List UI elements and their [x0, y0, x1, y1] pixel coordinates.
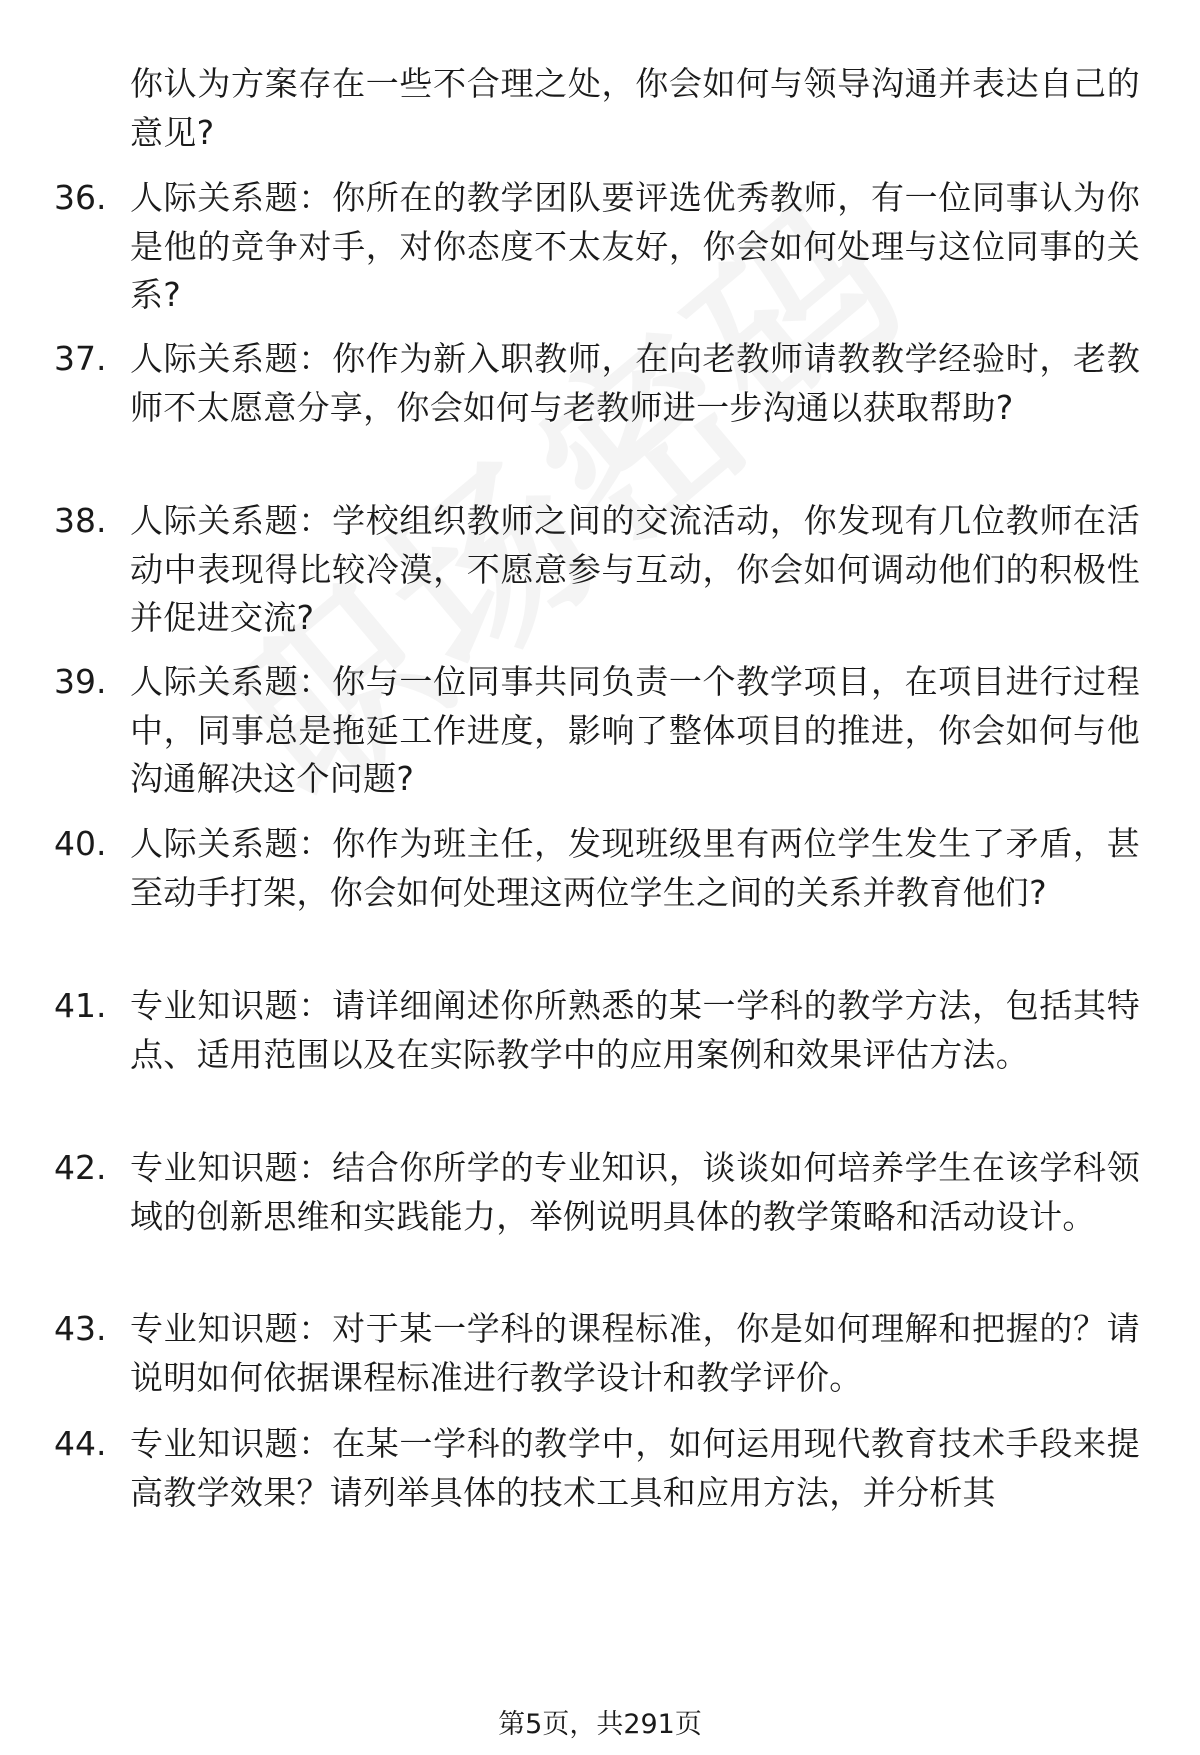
question-number: 36.	[54, 178, 107, 217]
question-number: 42.	[54, 1148, 107, 1187]
question-text: 人际关系题：你所在的教学团队要评选优秀教师，有一位同事认为你是他的竞争对手，对你态度不太友好，你会如何处理与这位同事的关系?	[130, 178, 1140, 314]
question-text: 你认为方案存在一些不合理之处，你会如何与领导沟通并表达自己的意见?	[130, 64, 1140, 152]
question-number: 38.	[54, 501, 107, 540]
question-text: 人际关系题：你与一位同事共同负责一个教学项目，在项目进行过程中，同事总是拖延工作进度，影响了整体项目的推进，你会如何与他沟通解决这个问题?	[130, 662, 1140, 798]
question-number: 39.	[54, 662, 107, 701]
question-number: 44.	[54, 1424, 107, 1463]
page-number-footer: 第5页，共291页	[498, 1709, 702, 1740]
question-text: 专业知识题：对于某一学科的课程标准，你是如何理解和把握的？请说明如何依据课程标准进行教学设计和教学评价。	[130, 1309, 1140, 1397]
question-text: 人际关系题：学校组织教师之间的交流活动，你发现有几位教师在活动中表现得比较冷漠，不愿意参与互动，你会如何调动他们的积极性并促进交流?	[130, 501, 1140, 637]
question-text: 专业知识题：在某一学科的教学中，如何运用现代教育技术手段来提高教学效果？请列举具体的技术工具和应用方法，并分析其	[130, 1424, 1140, 1512]
question-number: 43.	[54, 1309, 107, 1348]
question-number: 41.	[54, 986, 107, 1025]
question-text: 人际关系题：你作为新入职教师，在向老教师请教教学经验时，老教师不太愿意分享，你会如何与老教师进一步沟通以获取帮助?	[130, 339, 1140, 427]
question-number: 40.	[54, 824, 107, 863]
question-text: 专业知识题：请详细阐述你所熟悉的某一学科的教学方法，包括其特点、适用范围以及在实际教学中的应用案例和效果评估方法。	[130, 986, 1140, 1074]
question-number: 37.	[54, 339, 107, 378]
question-text: 人际关系题：你作为班主任，发现班级里有两位学生发生了矛盾，甚至动手打架，你会如何处理这两位学生之间的关系并教育他们?	[130, 824, 1140, 912]
question-text: 专业知识题：结合你所学的专业知识，谈谈如何培养学生在该学科领域的创新思维和实践能力，举例说明具体的教学策略和活动设计。	[130, 1148, 1140, 1236]
